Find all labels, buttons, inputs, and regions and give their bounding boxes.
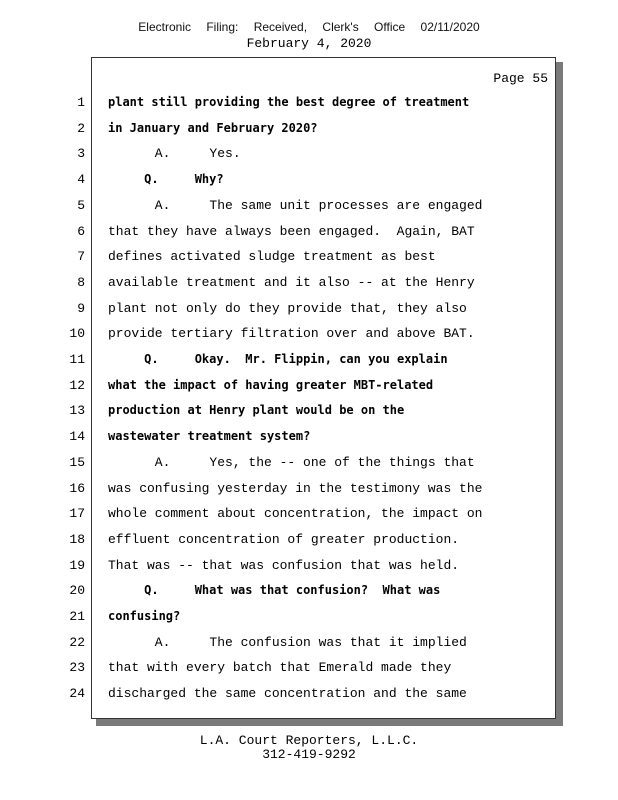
transcript-line: defines activated sludge treatment as best — [108, 249, 436, 264]
line-number: 20 — [69, 583, 85, 598]
line-number: 21 — [69, 609, 85, 624]
transcript-line: plant still providing the best degree of treatment — [108, 95, 470, 109]
transcript-line: wastewater treatment system? — [108, 429, 311, 443]
line-number: 16 — [69, 481, 85, 496]
line-number: 6 — [77, 224, 85, 239]
transcript-line: Q. What was that confusion? What was — [108, 583, 441, 597]
transcript-line: plant not only do they provide that, they also — [108, 301, 467, 316]
line-number: 18 — [69, 532, 85, 547]
line-number: 19 — [69, 558, 85, 573]
line-number: 14 — [69, 429, 85, 444]
line-number: 13 — [69, 403, 85, 418]
transcript-line: A. The same unit processes are engaged — [108, 198, 483, 213]
reporter-phone: 312-419-9292 — [262, 747, 356, 762]
line-number: 9 — [77, 301, 85, 316]
transcript-line: what the impact of having greater MBT-related — [108, 378, 434, 392]
line-number: 7 — [77, 249, 85, 264]
line-number: 10 — [69, 326, 85, 341]
transcript-line: whole comment about concentration, the impact on — [108, 506, 483, 521]
line-number: 15 — [69, 455, 85, 470]
transcript-line: A. Yes, the -- one of the things that — [108, 455, 475, 470]
line-number: 24 — [69, 686, 85, 701]
line-number: 4 — [77, 172, 85, 187]
transcript-line: A. The confusion was that it implied — [108, 635, 467, 650]
transcript-line: confusing? — [108, 609, 181, 623]
reporter-company: L.A. Court Reporters, L.L.C. — [199, 733, 419, 748]
line-number: 1 — [77, 95, 85, 110]
line-number: 3 — [77, 146, 85, 161]
line-number: 12 — [69, 378, 85, 393]
line-number: 17 — [69, 506, 85, 521]
transcript-line: Q. Why? — [108, 172, 224, 186]
filing-stamp-part: Electronic — [138, 20, 191, 34]
transcript-line: production at Henry plant would be on the — [108, 403, 405, 417]
filing-stamp-part: Office — [374, 20, 406, 34]
line-number: 2 — [77, 121, 85, 136]
transcript-line: A. Yes. — [108, 146, 241, 161]
transcript-line: provide tertiary filtration over and above BAT. — [108, 326, 475, 341]
page-number: Page 55 — [493, 71, 548, 86]
transcript-line: that with every batch that Emerald made they — [108, 660, 452, 675]
transcript-line: Q. Okay. Mr. Flippin, can you explain — [108, 352, 448, 366]
line-number: 11 — [69, 352, 85, 367]
transcript-line: that they have always been engaged. Again, BAT — [108, 224, 475, 239]
line-number: 8 — [77, 275, 85, 290]
transcript-line: effluent concentration of greater production. — [108, 532, 460, 547]
filing-stamp-part: 02/11/2020 — [420, 20, 480, 34]
transcript-line: was confusing yesterday in the testimony was the — [108, 481, 483, 496]
line-number: 22 — [69, 635, 85, 650]
line-number: 23 — [69, 660, 85, 675]
transcript-date: February 4, 2020 — [246, 36, 372, 51]
transcript-line: That was -- that was confusion that was held. — [108, 558, 460, 573]
transcript-line: in January and February 2020? — [108, 121, 318, 135]
line-number: 5 — [77, 198, 85, 213]
filing-stamp-part: Clerk's — [322, 20, 359, 34]
transcript-line: discharged the same concentration and the same — [108, 686, 467, 701]
filing-stamp-part: Received, — [253, 20, 308, 34]
transcript-line: available treatment and it also -- at the Henry — [108, 275, 475, 290]
filing-stamp-part: Filing: — [206, 20, 239, 34]
electronic-filing-stamp — [0, 20, 618, 34]
